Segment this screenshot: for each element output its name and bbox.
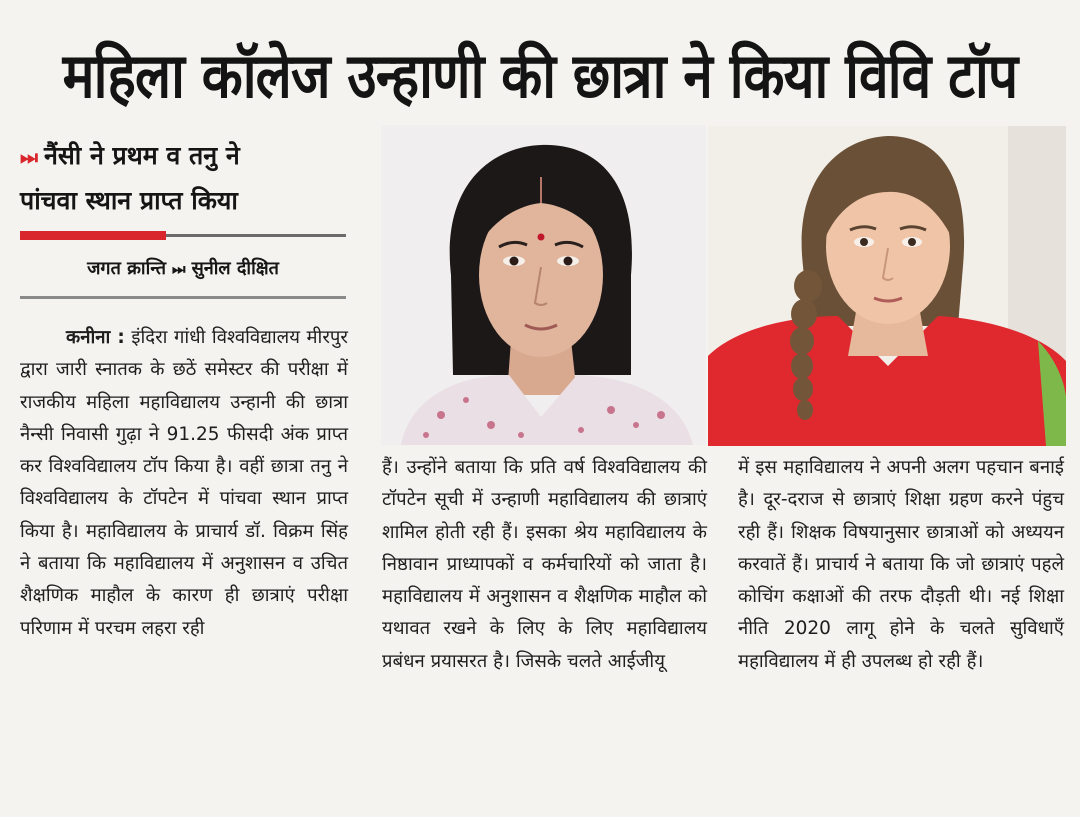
article-column-2: [382, 452, 707, 678]
fast-forward-icon: ⏭: [172, 260, 186, 278]
byline: [20, 256, 346, 280]
dateline: कनीना :: [66, 327, 125, 348]
deck-line-1: नैंसी ने प्रथम व तनु ने: [44, 141, 240, 170]
column-text: में इस महाविद्यालय ने अपनी अलग पहचान बनाई है। दूर-दराज से छात्राएं शिक्षा ग्रहण करने पंहुच रही हैं। शिक्षक विषयानुसार छात्राओं को अध्ययन करवातें हैं। प्राचार्य ने बताया कि जो छात्राएं पहले कोचिंग कक्षाओं की तरफ दौड़ती थी। नई शिक्षा नीति 2020 लागू होने के चलते सुविधाएँ महाविद्यालय में ही उपलब्ध हो रही हैं।: [738, 457, 1064, 672]
byline-author: सुनील दीक्षित: [191, 258, 279, 279]
headline: महिला कॉलेज उन्हाणी की छात्रा ने किया विवि टॉप: [62, 39, 1018, 112]
student-photo-nancy: [381, 125, 706, 445]
column-text: इंदिरा गांधी विश्वविद्यालय मीरपुर द्वारा जारी स्नातक के छठें समेस्टर की परीक्षा में राजकीय महिला महाविद्यालय उन्हानी की छात्रा नैन्सी निवासी गुढ़ा ने 91.25 फीसदी अंक प्राप्त कर विश्वविद्यालय टॉप किया है। वहीं छात्रा तनु ने विश्वविद्यालय के टॉपटेन में पांचवा स्थान प्राप्त किया है। महाविद्यालय के प्राचार्य डॉ. विक्रम सिंह ने बताया कि महाविद्यालय में अनुशासन व उचित शैक्षणिक माहौल के कारण ही छात्राएं परीक्षा परिणाम में परचम लहरा रही: [20, 327, 348, 639]
deck-line-2: पांचवा स्थान प्राप्त किया: [20, 186, 238, 215]
divider: [20, 296, 346, 299]
divider: [166, 234, 346, 237]
fast-forward-icon: ⏭: [20, 145, 38, 169]
deck: [20, 134, 350, 223]
student-photo-tanu: [708, 126, 1066, 446]
article-column-3: [738, 452, 1064, 678]
byline-source: जगत क्रान्ति: [87, 258, 167, 279]
column-text: हैं। उन्होंने बताया कि प्रति वर्ष विश्वविद्यालय की टॉपटेन सूची में उन्हाणी महाविद्यालय की छात्राएं शामिल होती रही हैं। इसका श्रेय महाविद्यालय के निष्ठावान प्राध्यापकों व कर्मचारियों को जाता है। महाविद्यालय में अनुशासन व शैक्षणिक माहौल को यथावत रखने के लिए के लिए महाविद्यालय प्रबंधन प्रयासरत है। जिसके चलते आईजीयू: [382, 457, 707, 672]
accent-rule: [20, 231, 166, 240]
article-column-1: [20, 322, 348, 645]
